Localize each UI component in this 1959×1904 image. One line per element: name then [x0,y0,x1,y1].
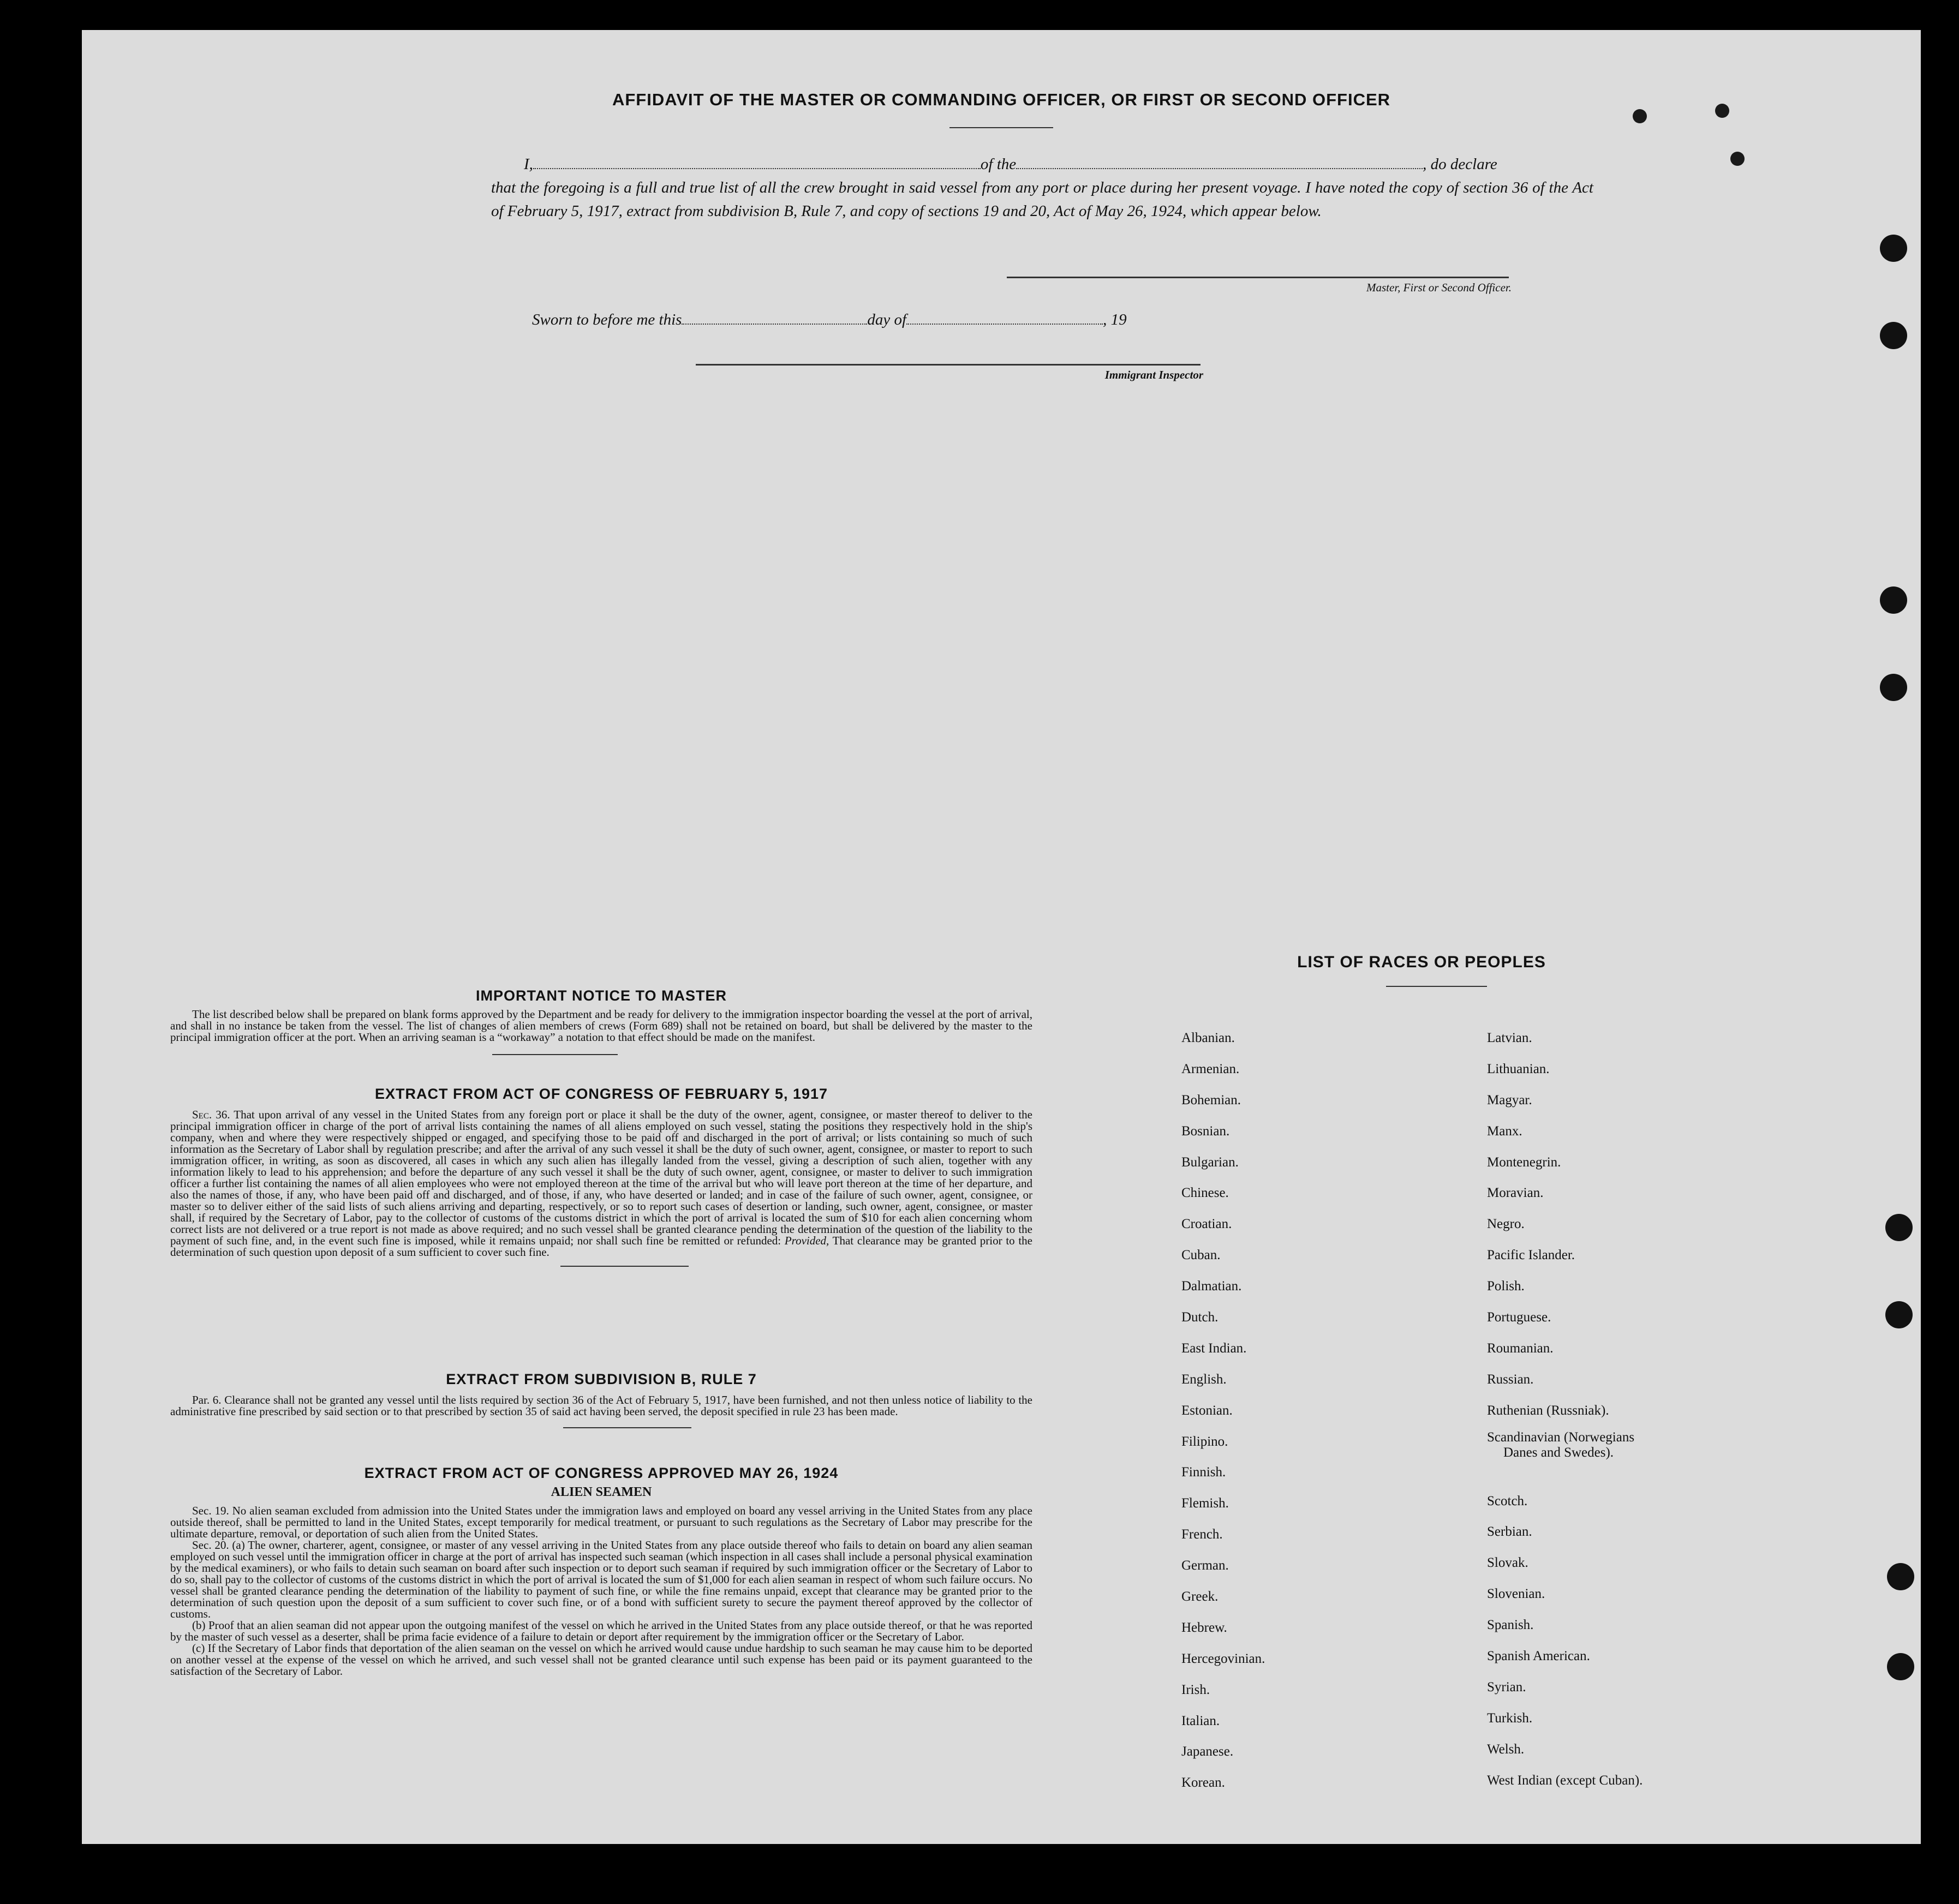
declaration-of-the: of the [980,155,1017,173]
race-item: Chinese. [1181,1185,1229,1201]
ink-speck [1730,152,1745,166]
race-item: Spanish. [1487,1618,1534,1633]
race-item: Finnish. [1181,1465,1226,1480]
race-item: Moravian. [1487,1185,1544,1201]
sec-20c-text: (c) If the Secretary of Labor finds that deportation of the alien seaman on the vessel on which he arrived would cause undue hardship to such seaman he may cause him to be deported on another vessel at the expense of the vessel on which he arrived, and such vessel shall not be granted clearance until such expense has been paid or its payment guaranteed to the satisfaction of the Secretary of Labor. [170,1642,1032,1678]
race-item: Ruthenian (Russniak). [1487,1403,1609,1418]
notice-title: IMPORTANT NOTICE TO MASTER [476,987,727,1004]
sworn-day-of: day of [867,311,907,328]
punch-hole [1887,1563,1914,1590]
race-item: Negro. [1487,1217,1525,1232]
month-blank [906,308,1103,325]
inspector-label: Immigrant Inspector [1104,368,1203,381]
punch-hole [1880,235,1907,262]
extract-rule-7 [170,1371,1032,1428]
race-item: German. [1181,1558,1229,1573]
race-item-scandinavian [1487,1427,1643,1486]
signature-label: Master, First or Second Officer. [1366,281,1512,294]
race-item: Portuguese. [1487,1310,1551,1325]
declaration-body: that the foregoing is a full and true list of all the crew brought in said vessel from any port or place during her present voyage. I have noted the copy of section 36 of the Act of February 5, 1917, extract from subdivision B, Rule 7, and copy of sections 19 and 20, Act of May 26, 1924, which appear below. [491,179,1593,220]
race-item: East Indian. [1181,1340,1247,1356]
declaration-do-declare: , do declare [1423,155,1497,173]
extract-1917-title: EXTRACT FROM ACT OF CONGRESS OF FEBRUARY 5, 1917 [374,1086,828,1102]
punch-hole [1880,674,1907,701]
race-item: Dalmatian. [1181,1279,1242,1294]
signature-line [1007,277,1509,278]
race-item: Albanian. [1181,1031,1235,1045]
punch-hole [1885,1214,1913,1241]
inspector-signature-line [696,364,1201,366]
title-divider [949,127,1053,128]
race-item: Croatian. [1181,1217,1232,1232]
race-item: Irish. [1181,1682,1210,1697]
race-item: Slovak. [1487,1555,1528,1571]
important-notice [170,987,1032,1055]
declaration-i: I, [524,155,533,173]
races-title: LIST OF RACES OR PEOPLES [1297,953,1546,971]
race-item: Welsh. [1487,1741,1525,1757]
declaration-line [491,153,1593,176]
sec-36-text: That upon arrival of any vessel in the United States from any foreign port or place it shall be the duty of the owner, agent, consignee, or master thereof to deliver to the principal immigration officer in charge of the port of arrival lists containing the names of all aliens employed on such vessel, stating the positions they respectively hold in the ship's company, when and where they were respectively shipped or engaged, and specifying those to be paid off and discharged in the port of arrival; or lists containing so much of such information as the Secretary of Labor shall by regulation prescribe; and after the arrival of any such vessel it shall be the duty of such owner, agent, consignee, or master to report to such immigration officer, in writing, as soon as discovered, all cases in which any such alien has illegally landed from the vessel, giving a description of such alien, together with any information likely to lead to his apprehension; and before the departure of any such vessel it shall be the duty of such owner, agent, consignee, or master to deliver to such immigration officer a further list containing the names of all alien employees who were not employed thereon at the time of the arrival but who will leave port thereon at the time of her departure, and also the names of those, if any, who have been paid off and discharged, and of those, if any, who have deserted or landed; and in case of the failure of such owner, agent, consignee, or master so to deliver either of the said lists of such aliens arriving and departing, respectively, or so to report such cases of desertion or landing, such owner, agent, consignee, or master shall, if required by the Secretary of Labor, pay to the collector of customs of the customs district in which the port of arrival is located the sum of $10 for each alien concerning whom correct lists are not delivered or a true report is not made as above required; and no such vessel shall be granted clearance pending the determination of the question of the liability to the payment of such fine, and, in the event such fine is imposed, while it remains unpaid; nor shall such fine be remitted or refunded: [170,1108,1032,1247]
race-item: Cuban. [1181,1248,1221,1263]
punch-hole [1885,1301,1913,1328]
punch-hole [1880,586,1907,614]
race-item: Manx. [1487,1123,1522,1139]
sec-19-text: Sec. 19. No alien seaman excluded from admission into the United States under the immigration laws and employed on board any vessel arriving in the United States from any place outside thereof, shall be permitted to land in the United States, except temporarily for medical treatment, or pursuant to such regulations as the Secretary of Labor may prescribe for the ultimate departure, removal, or deportation of such alien from the United States. [170,1504,1032,1540]
document-page [82,30,1921,1844]
vessel-blank [1016,153,1423,169]
sec-36-label: Sec. 36. [192,1108,230,1121]
punch-hole [1887,1653,1914,1680]
sec-20a-text: Sec. 20. (a) The owner, charterer, agent, consignee, or master of any vessel arriving in the United States from any place outside thereof who fails to detain on board any alien seaman employed on such vessel until the immigration officer in charge at the port of arrival has inspected such seaman (which inspection in all cases shall include a personal physical examination by the medical examiners), or who fails to detain such seaman on board after such inspection or to deport such seaman if required by such immigration officer or the Secretary of Labor to do so, shall pay to the collector of customs of the customs district in which the port of arrival is located the sum of $1,000 for each alien seaman in respect of whom such failure occurs. No vessel shall be granted clearance pending the determination of the liability to payment of such fine, or while the fine remains unpaid, except that clearance may be granted prior to the determination of such question upon the deposit of a sum sufficient to cover such fine, or of a bond with sufficient surety to secure the payment thereof approved by the collector of customs. [170,1538,1032,1620]
race-item: Turkish. [1487,1710,1533,1726]
race-item: Greek. [1181,1589,1219,1604]
race-item: Flemish. [1181,1496,1229,1511]
race-item: Armenian. [1181,1061,1240,1076]
race-item: Serbian. [1487,1524,1532,1540]
alien-seamen-subtitle: ALIEN SEAMEN [551,1485,652,1499]
race-item: Polish. [1487,1279,1525,1294]
extract-1917-text [170,1109,1032,1258]
race-item-line: Scandinavian (Norwegians [1487,1429,1635,1445]
race-item: Russian. [1487,1372,1534,1387]
race-item: Korean. [1181,1775,1225,1791]
name-blank [533,153,981,169]
sworn-prefix: Sworn to before me this [532,311,682,328]
race-item: Pacific Islander. [1487,1248,1575,1263]
race-item: Italian. [1181,1713,1220,1728]
race-item: West Indian (except Cuban). [1487,1773,1643,1788]
race-item: Hebrew. [1181,1620,1227,1635]
race-item: Roumanian. [1487,1340,1554,1356]
races-left-column [1181,1023,1265,1799]
day-blank [682,308,867,325]
provided-word: Provided, [784,1234,829,1247]
section-divider [560,1266,689,1267]
sworn-year: , 19 [1103,311,1127,328]
section-divider [563,1427,691,1428]
affidavit-title: AFFIDAVIT OF THE MASTER OR COMMANDING OFFICER, OR FIRST OR SECOND OFFICER [612,90,1391,109]
race-item: Spanish American. [1487,1649,1590,1664]
races-right-column [1487,1023,1643,1796]
race-item: Syrian. [1487,1679,1526,1695]
race-item: English. [1181,1372,1227,1387]
extract-1917 [170,1086,1032,1267]
race-item: Japanese. [1181,1744,1234,1759]
race-item: Filipino. [1181,1434,1228,1449]
race-item: Latvian. [1487,1031,1532,1045]
race-item: Hercegovinian. [1181,1651,1265,1666]
race-item: Magyar. [1487,1092,1532,1107]
race-item: Montenegrin. [1487,1154,1561,1170]
race-item: Slovenian. [1487,1586,1545,1602]
races-divider [1386,986,1487,987]
extract-rule7-text: Par. 6. Clearance shall not be granted any vessel until the lists required by section 36 of the Act of February 5, 1917, have been furnished, and not then unless notice of liability to the administrative fine prescribed by said section or to that prescribed by section 35 of said act having been served, the deposit specified in rule 23 has been made. [170,1393,1032,1418]
race-item: Scotch. [1487,1493,1528,1508]
section-divider [492,1054,618,1055]
sec-36-text-end: That clearance may be granted prior to the determination of such question upon deposit of a sum sufficient to cover such fine. [170,1234,1033,1259]
race-item: Bohemian. [1181,1092,1241,1107]
sec-20b-text: (b) Proof that an alien seaman did not appear upon the outgoing manifest of the vessel on which he arrived in the United States from any place outside thereof, or that he was reported by the master of such vessel as a deserter, shall be prima facie evidence of a failure to detain or deport after requirement by the immigration officer or the Secretary of Labor. [170,1619,1032,1643]
race-item: French. [1181,1527,1223,1542]
race-item: Bosnian. [1181,1123,1230,1139]
race-item: Dutch. [1181,1310,1219,1325]
notice-text: The list described below shall be prepared on blank forms approved by the Department and be ready for delivery to the immigration inspector boarding the vessel at the port of arrival, and shall in no instance be taken from the vessel. The list of changes of alien members of crews (Form 689) shall not be retained on board, but shall be delivered by the master to the principal immigration officer at the port. When an arriving seaman is a “workaway” a notation to that effect should be made on the manifest. [170,1008,1032,1044]
punch-hole [1880,322,1907,349]
extract-1924 [170,1465,1032,1677]
affidavit-declaration [491,153,1593,223]
extract-1924-title: EXTRACT FROM ACT OF CONGRESS APPROVED MAY 26, 1924 [364,1465,839,1481]
sworn-line [532,308,1127,329]
ink-speck [1633,109,1647,123]
extract-rule7-title: EXTRACT FROM SUBDIVISION B, RULE 7 [446,1371,757,1387]
race-item: Lithuanian. [1487,1061,1550,1076]
race-item: Bulgarian. [1181,1154,1239,1170]
race-item-line: Danes and Swedes). [1503,1445,1614,1460]
race-item: Estonian. [1181,1403,1233,1418]
